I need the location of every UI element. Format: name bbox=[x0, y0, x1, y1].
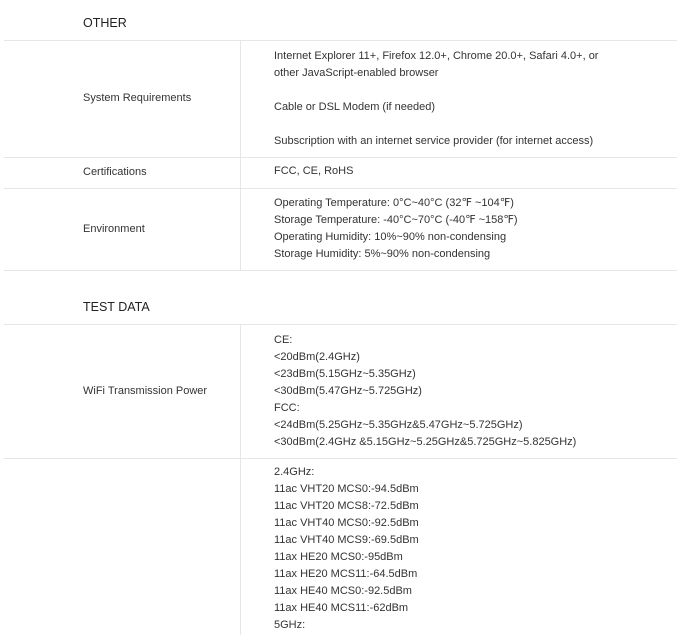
spec-value-line: 2.4GHz: bbox=[274, 466, 315, 478]
spec-value-line: FCC, CE, RoHS bbox=[274, 165, 354, 177]
spec-value-line: other JavaScript-enabled browser bbox=[274, 67, 439, 79]
spec-value-line: Operating Temperature: 0°C~40°C (32℉ ~104℉) bbox=[274, 197, 514, 209]
spec-value-line: Storage Humidity: 5%~90% non-condensing bbox=[274, 248, 491, 260]
column-divider bbox=[240, 459, 241, 635]
spec-value-line: <30dBm(2.4GHz &5.15GHz~5.25GHz&5.725GHz~5.825GHz) bbox=[274, 436, 577, 448]
spec-value-line: 11ax HE20 MCS11:-64.5dBm bbox=[274, 568, 418, 580]
section-heading-other: OTHER bbox=[83, 16, 127, 30]
spec-value-certifications bbox=[274, 163, 664, 180]
spec-value-line: <23dBm(5.15GHz~5.35GHz) bbox=[274, 368, 416, 380]
spec-label-environment: Environment bbox=[83, 223, 145, 235]
spec-value-line: Storage Temperature: -40°C~70°C (-40℉ ~158℉) bbox=[274, 214, 518, 226]
spec-value-line: 11ax HE40 MCS0:-92.5dBm bbox=[274, 585, 412, 597]
spec-value-line: FCC: bbox=[274, 402, 300, 414]
spec-value-line: <20dBm(2.4GHz) bbox=[274, 351, 360, 363]
divider bbox=[4, 324, 677, 325]
spec-value-environment bbox=[274, 195, 664, 263]
column-divider bbox=[240, 189, 241, 270]
spec-value-line: Cable or DSL Modem (if needed) bbox=[274, 101, 436, 113]
divider bbox=[4, 40, 677, 41]
column-divider bbox=[240, 158, 241, 188]
spec-value-line: Operating Humidity: 10%~90% non-condensing bbox=[274, 231, 507, 243]
spec-value-line: <30dBm(5.47GHz~5.725GHz) bbox=[274, 385, 422, 397]
spec-value-line: 11ac VHT20 MCS8:-72.5dBm bbox=[274, 500, 419, 512]
spec-value-line: 11ax HE20 MCS0:-95dBm bbox=[274, 551, 403, 563]
divider bbox=[4, 188, 677, 189]
spec-value-line: CE: bbox=[274, 334, 293, 346]
spec-value-line: 5GHz: bbox=[274, 619, 306, 631]
spec-value-wifi-transmission-power bbox=[274, 332, 664, 451]
spec-value-line: 11ac VHT20 MCS0:-94.5dBm bbox=[274, 483, 419, 495]
spec-value-line: 11ax HE40 MCS11:-62dBm bbox=[274, 602, 409, 614]
spec-label-certifications: Certifications bbox=[83, 166, 147, 178]
spec-value-line: Subscription with an internet service provider (for internet access) bbox=[274, 135, 594, 147]
spec-value-line: 11ac VHT40 MCS0:-92.5dBm bbox=[274, 517, 419, 529]
spec-value-system-requirements bbox=[274, 48, 664, 150]
spec-value-line: 11ac VHT40 MCS9:-69.5dBm bbox=[274, 534, 419, 546]
section-heading-test-data: TEST DATA bbox=[83, 300, 150, 314]
spec-value-line: <24dBm(5.25GHz~5.35GHz&5.47GHz~5.725GHz) bbox=[274, 419, 523, 431]
column-divider bbox=[240, 325, 241, 458]
divider bbox=[4, 157, 677, 158]
spec-value-line: Internet Explorer 11+, Firefox 12.0+, Chrome 20.0+, Safari 4.0+, or bbox=[274, 50, 599, 62]
spec-label-wifi-transmission-power: WiFi Transmission Power bbox=[83, 385, 208, 397]
divider bbox=[4, 270, 677, 271]
spec-label-system-requirements: System Requirements bbox=[83, 92, 192, 104]
spec-value-receiver-sensitivity bbox=[274, 464, 664, 634]
divider bbox=[4, 458, 677, 459]
column-divider bbox=[240, 41, 241, 157]
